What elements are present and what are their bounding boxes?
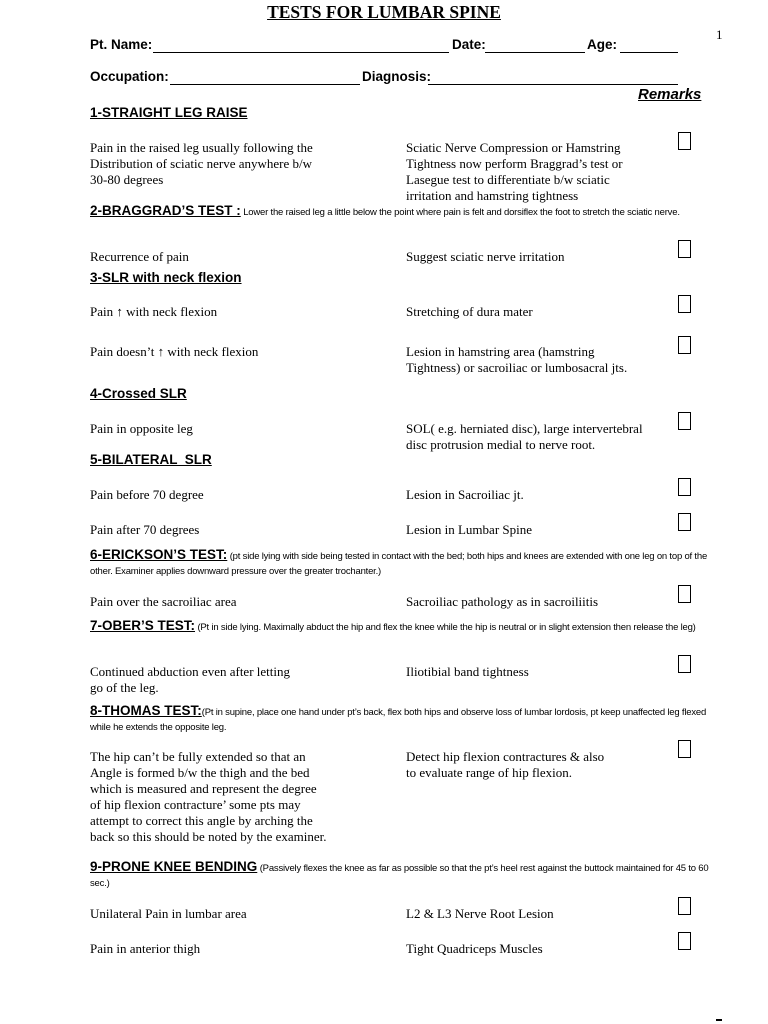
finding-text: Pain after 70 degrees: [90, 522, 200, 537]
test-instruction-note: (Pt in supine, place one hand under pt’s back, flex both hips and observe loss of lumbar lordosis, pt keep unaffected leg flexed while he extends the opposite leg.: [90, 707, 707, 733]
interpretation-text: Lesion in Lumbar Spine: [406, 522, 533, 537]
page-title: TESTS FOR LUMBAR SPINE: [267, 2, 501, 22]
occupation-label: Occupation:: [90, 69, 169, 84]
remark-checkbox[interactable]: [678, 740, 691, 758]
patient-name-field[interactable]: [153, 52, 449, 53]
interpretation-text: Lesion in hamstring area (hamstring Tightness) or sacroiliac or lumbosacral jts.: [406, 344, 628, 375]
diagnosis-field[interactable]: [428, 84, 678, 85]
remarks-heading: Remarks: [638, 86, 702, 103]
age-field[interactable]: [620, 52, 678, 53]
patient-name-label: Pt. Name:: [90, 37, 153, 52]
finding-text: Pain before 70 degree: [90, 487, 204, 502]
finding-text: Pain in anterior thigh: [90, 941, 201, 956]
interpretation-text: Stretching of dura mater: [406, 304, 533, 319]
section-heading-text: 2-BRAGGRAD’S TEST :: [90, 203, 241, 218]
section-heading-crossed-slr: 4-Crossed SLR: [90, 386, 187, 401]
page-number: 1: [716, 27, 723, 42]
section-heading-text: 9-PRONE KNEE BENDING: [90, 859, 258, 874]
section-heading-erickson: [90, 548, 725, 578]
remark-checkbox[interactable]: [678, 132, 691, 150]
diagnosis-label: Diagnosis:: [362, 69, 432, 84]
finding-text: Pain in the raised leg usually following the Distribution of sciatic nerve anywhere b/w 30-80 degrees: [90, 140, 313, 187]
age-label: Age:: [587, 37, 617, 52]
finding-text: Continued abduction even after letting go of the leg.: [90, 664, 290, 695]
remark-checkbox[interactable]: [678, 240, 691, 258]
section-heading-bilateral-slr: 5-BILATERAL SLR: [90, 452, 212, 467]
section-heading-text: 6-ERICKSON’S TEST:: [90, 547, 228, 562]
interpretation-text: Sciatic Nerve Compression or Hamstring Tightness now perform Braggrad’s test or Lasegue test to differentiate b/w sciatic irritation and hamstring tightness: [406, 140, 623, 203]
remark-checkbox[interactable]: [678, 336, 691, 354]
interpretation-text: Lesion in Sacroiliac jt.: [406, 487, 524, 502]
remark-checkbox[interactable]: [678, 585, 691, 603]
finding-text: Unilateral Pain in lumbar area: [90, 906, 247, 921]
finding-text: Pain ↑ with neck flexion: [90, 304, 218, 319]
section-heading-ober: [90, 619, 725, 634]
date-field[interactable]: [485, 52, 585, 53]
remark-checkbox[interactable]: [678, 932, 691, 950]
finding-text: Pain doesn’t ↑ with neck flexion: [90, 344, 259, 359]
remark-checkbox[interactable]: [678, 412, 691, 430]
section-heading-text: 7-OBER’S TEST:: [90, 618, 196, 633]
finding-text: The hip can’t be fully extended so that an Angle is formed b/w the thigh and the bed which is measured and represent the degree of hip flexion contracture’ some pts may attempt to correct this angle by arching the back so this should be noted by the examiner.: [90, 749, 327, 844]
section-heading-straight-leg-raise: 1-STRAIGHT LEG RAISE: [90, 105, 248, 120]
section-heading-braggrad: [90, 204, 725, 219]
finding-text: Recurrence of pain: [90, 249, 189, 264]
finding-text: Pain in opposite leg: [90, 421, 193, 436]
page-footer-mark: [716, 1019, 722, 1021]
interpretation-text: Suggest sciatic nerve irritation: [406, 249, 565, 264]
test-instruction-note: (Passively flexes the knee as far as possible so that the pt’s heel rest against the buttock maintained for 45 to 60 sec.): [90, 863, 709, 889]
interpretation-text: Iliotibial band tightness: [406, 664, 529, 679]
remark-checkbox[interactable]: [678, 513, 691, 531]
test-instruction-note: Lower the raised leg a little below the point where pain is felt and dorsiflex the foot to stretch the sciatic nerve.: [240, 207, 680, 218]
section-heading-thomas: [90, 704, 725, 734]
interpretation-text: Sacroiliac pathology as in sacroiliitis: [406, 594, 599, 609]
test-instruction-note: (pt side lying with side being tested in contact with the bed; both hips and knees are extended with one leg on top of the other. Examiner applies downward pressure over the greater trochanter.): [90, 551, 708, 577]
occupation-field[interactable]: [170, 84, 360, 85]
section-heading-text: 8-THOMAS TEST:: [90, 703, 202, 718]
date-label: Date:: [452, 37, 486, 52]
remark-checkbox[interactable]: [678, 897, 691, 915]
remark-checkbox[interactable]: [678, 295, 691, 313]
remark-checkbox[interactable]: [678, 655, 691, 673]
test-instruction-note: (Pt in side lying. Maximally abduct the hip and flex the knee while the hip is neutral or in slight extension then release the leg): [195, 622, 696, 633]
interpretation-text: SOL( e.g. herniated disc), large intervertebral disc protrusion medial to nerve root.: [406, 421, 643, 452]
section-heading-prone-knee-bending: [90, 860, 725, 890]
finding-text: Pain over the sacroiliac area: [90, 594, 237, 609]
interpretation-text: Tight Quadriceps Muscles: [406, 941, 543, 956]
section-heading-slr-neck-flexion: 3-SLR with neck flexion: [90, 270, 242, 285]
interpretation-text: L2 & L3 Nerve Root Lesion: [406, 906, 554, 921]
remark-checkbox[interactable]: [678, 478, 691, 496]
interpretation-text: Detect hip flexion contractures & also to evaluate range of hip flexion.: [406, 749, 605, 780]
